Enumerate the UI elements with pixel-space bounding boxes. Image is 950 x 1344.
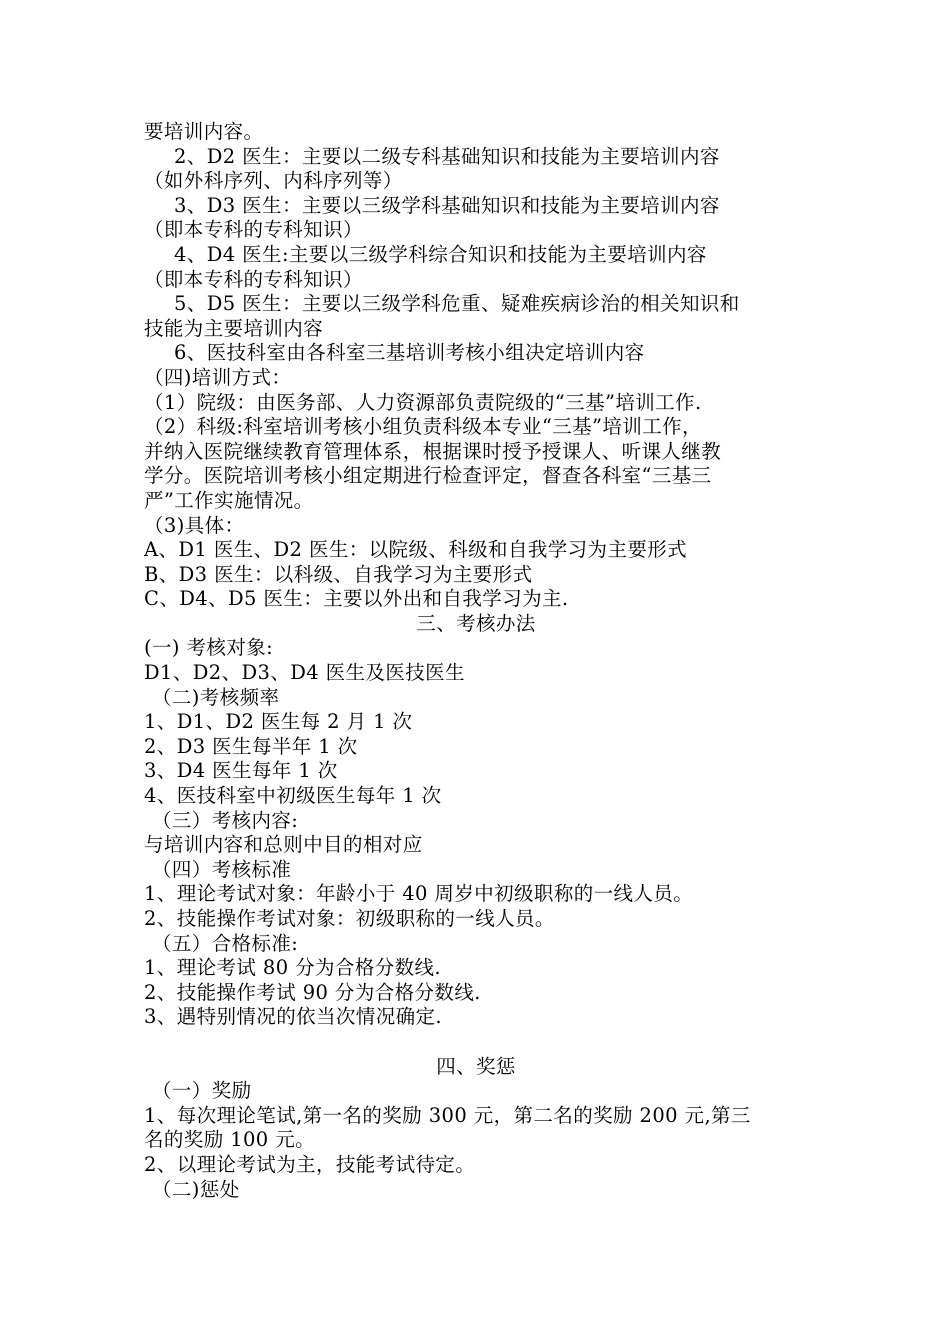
- paragraph-line: C、D4、D5 医生：主要以外出和自我学习为主.: [144, 587, 569, 611]
- list-item: 3、D4 医生每年 1 次: [144, 759, 338, 783]
- subsection-heading: （二)考核频率: [152, 685, 280, 709]
- paragraph-line: （如外科序列、内科序列等）: [144, 169, 403, 193]
- paragraph-line: 并纳入医院继续教育管理体系，根据课时授予授课人、听课人继教: [144, 439, 722, 463]
- list-item: 2、技能操作考试对象：初级职称的一线人员。: [144, 907, 555, 930]
- paragraph-line: 3、D3 医生：主要以三级学科基础知识和技能为主要培训内容: [174, 193, 720, 217]
- paragraph-line: 与培训内容和总则中目的相对应: [144, 833, 423, 857]
- paragraph-line: 4、D4 医生:主要以三级学科综合知识和技能为主要培训内容: [174, 242, 707, 266]
- section-heading: 三、考核办法: [416, 611, 536, 635]
- paragraph-line: 技能为主要培训内容: [144, 316, 324, 340]
- paragraph-line: A、D1 医生、D2 医生：以院级、科级和自我学习为主要形式: [144, 538, 688, 562]
- paragraph-line: 2、D2 医生：主要以二级专科基础知识和技能为主要培训内容: [174, 144, 720, 168]
- subsection-heading: （四)培训方式：: [144, 365, 292, 389]
- paragraph-line: （即本专科的专科知识）: [144, 267, 363, 291]
- subsection-heading: (一) 考核对象:: [144, 636, 274, 660]
- paragraph-line: D1、D2、D3、D4 医生及医技医生: [144, 661, 465, 685]
- paragraph-line: 要培训内容。: [144, 120, 264, 143]
- subsection-heading: （一）奖励: [152, 1079, 252, 1103]
- list-item: 1、D1、D2 医生每 2 月 1 次: [144, 710, 413, 734]
- list-item: 2、D3 医生每半年 1 次: [144, 734, 358, 758]
- subsection-heading: （四）考核标准: [152, 857, 292, 881]
- paragraph-line: 5、D5 医生：主要以三级学科危重、疑难疾病诊治的相关知识和: [174, 292, 740, 316]
- paragraph-line: （2）科级:科室培训考核小组负责科级本专业“三基”培训工作，: [144, 415, 702, 439]
- subsection-heading: （3)具体：: [144, 513, 245, 537]
- list-item: 2、以理论考试为主，技能考试待定。: [144, 1152, 476, 1176]
- blank-line: [144, 1030, 808, 1055]
- list-item: 2、技能操作考试 90 分为合格分数线.: [144, 980, 481, 1004]
- subsection-heading: （二)惩处: [152, 1177, 240, 1201]
- paragraph-line: （1）院级：由医务部、人力资源部负责院级的“三基”培训工作.: [144, 390, 702, 414]
- section-heading: 四、奖惩: [436, 1054, 516, 1078]
- paragraph-line: 严”工作实施情况。: [144, 488, 314, 512]
- list-item: 3、遇特别情况的依当次情况确定.: [144, 1005, 443, 1029]
- paragraph-line: B、D3 医生：以科级、自我学习为主要形式: [144, 562, 533, 586]
- paragraph-line: 名的奖励 100 元。: [144, 1128, 316, 1152]
- paragraph-line: 学分。医院培训考核小组定期进行检查评定，督查各科室“三基三: [144, 464, 712, 488]
- list-item: 1、理论考试对象：年龄小于 40 周岁中初级职称的一线人员。: [144, 882, 694, 906]
- paragraph-line: （即本专科的专科知识）: [144, 218, 363, 242]
- list-item: 1、理论考试 80 分为合格分数线.: [144, 956, 442, 980]
- subsection-heading: （三）考核内容:: [152, 808, 299, 832]
- paragraph-line: 6、医技科室由各科室三基培训考核小组决定培训内容: [174, 341, 645, 365]
- document-body: [144, 120, 808, 1202]
- list-item: 4、医技科室中初级医生每年 1 次: [144, 784, 442, 808]
- subsection-heading: （五）合格标准:: [152, 931, 299, 955]
- list-item: 1、每次理论笔试,第一名的奖励 300 元，第二名的奖励 200 元,第三: [144, 1103, 751, 1127]
